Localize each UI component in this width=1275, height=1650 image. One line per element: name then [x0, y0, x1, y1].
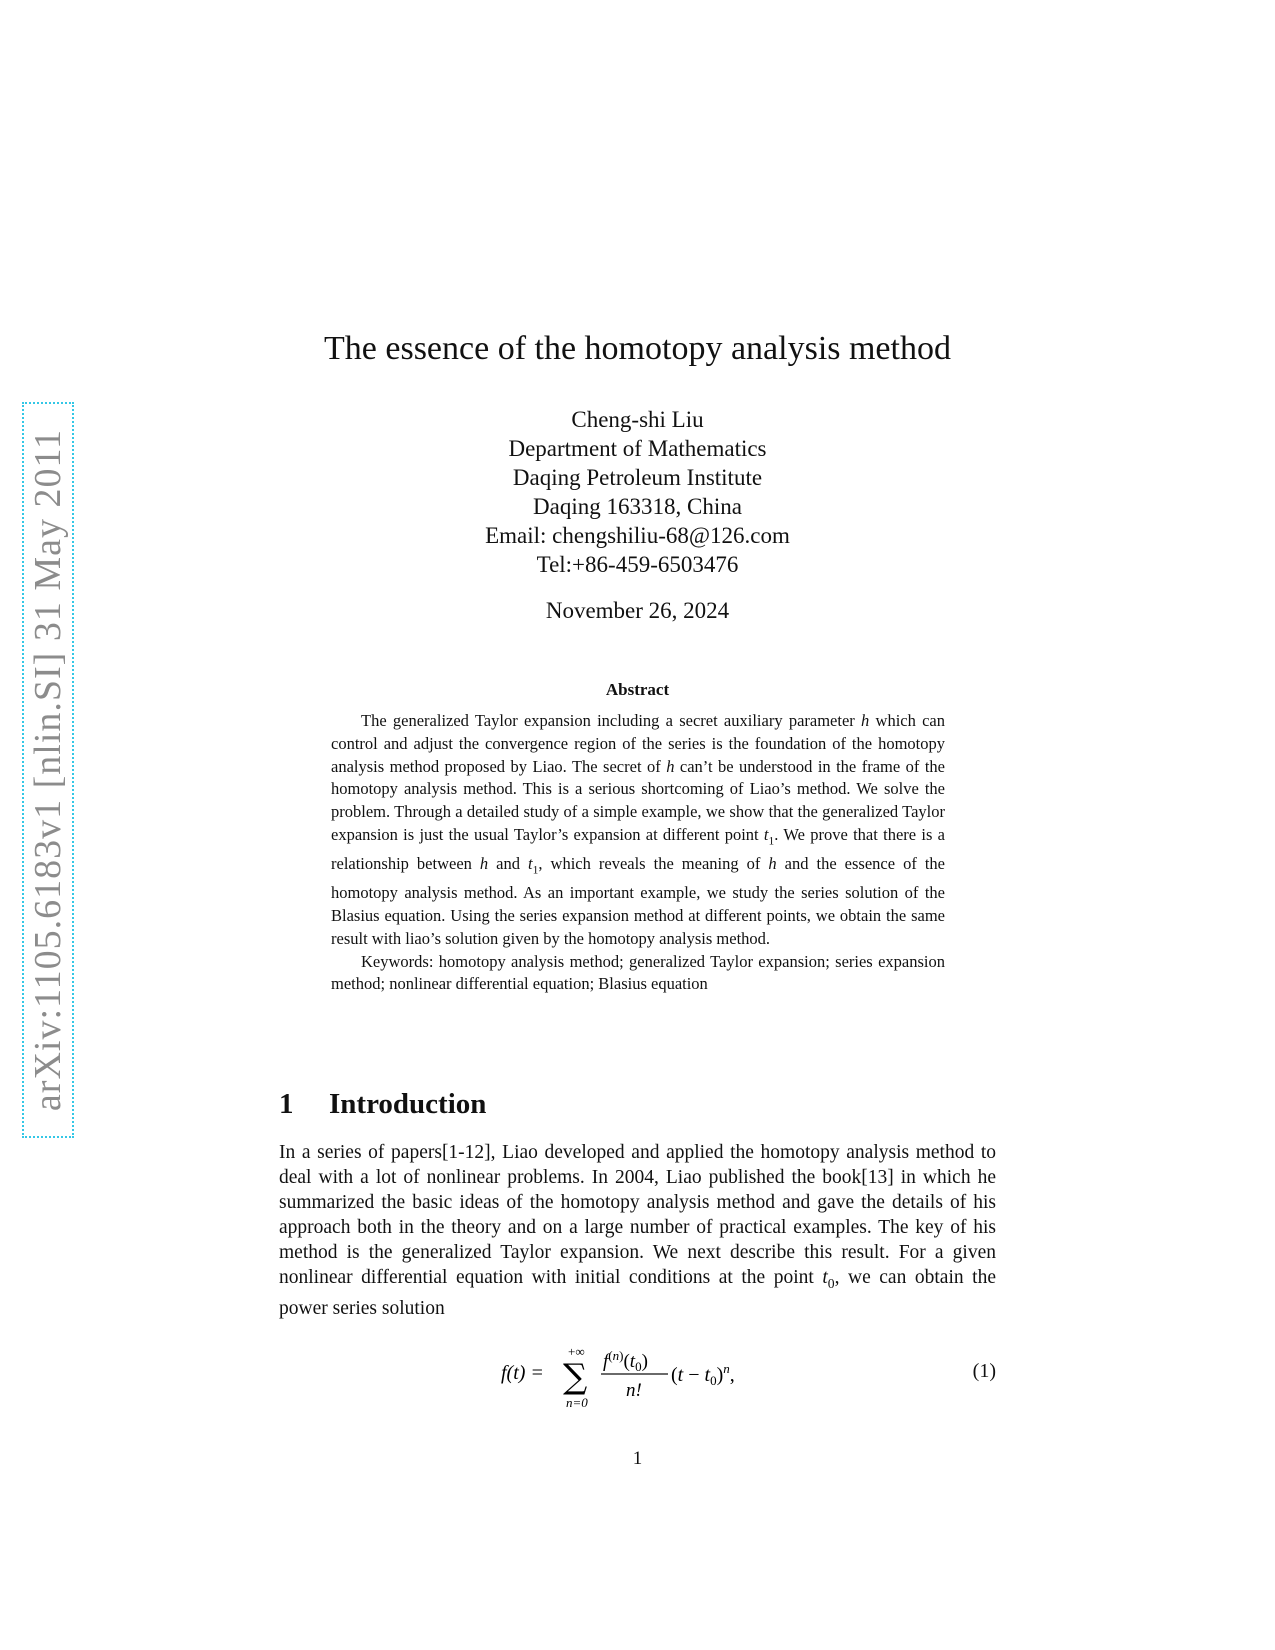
author-block	[0, 405, 1275, 579]
section-number: 1	[279, 1088, 294, 1120]
author-institute: Daqing Petroleum Institute	[512, 465, 763, 490]
page-number: 1	[632, 1448, 643, 1469]
author-name: Cheng-shi Liu	[571, 407, 704, 432]
equation-formula	[501, 1340, 781, 1415]
intro-paragraph: In a series of papers[1-12], Liao developed and applied the homotopy analysis method to deal with a lot of nonlinear problems. In 2004, Liao published the book[13] in which he summarized the basic ideas of the homotopy analysis method and gave the details of his approach both in the theory and on a large number of practical examples. The key of his method is the generalized Taylor expansion. We next describe this result. For a given nonlinear differential equation with initial conditions at the point $t_0$, we can obtain the power series solution	[279, 1142, 996, 1319]
section-heading	[279, 1088, 486, 1121]
equation-denominator: n!	[626, 1380, 642, 1401]
author-department: Department of Mathematics	[508, 436, 767, 461]
equation-sum-lower: n=0	[566, 1395, 588, 1410]
equation-lhs: f(t) =	[501, 1362, 544, 1384]
author-address: Daqing 163318, China	[533, 494, 742, 519]
equation-tail: $(t - t_0)^n$,	[671, 1361, 735, 1388]
arxiv-stamp-text: arXiv:1105.6183v1 [nlin.SI] 31 May 2011	[27, 428, 69, 1112]
equation-sum-upper: +∞	[568, 1344, 585, 1359]
abstract-body	[331, 710, 945, 996]
equation-sum-symbol: ∑	[563, 1357, 588, 1397]
paper-date: November 26, 2024	[545, 598, 730, 623]
author-tel: Tel:+86-459-6503476	[536, 552, 739, 577]
equation-1	[279, 1340, 996, 1410]
abstract-paragraph: The generalized Taylor expansion including a secret auxiliary parameter h which can control and adjust the convergence region of the series is the foundation of the homotopy analysis method proposed by Liao. The secret of h can’t be understood in the frame of the homotopy analysis method. This is a serious shortcoming of Liao’s method. We solve the problem. Through a detailed study of a simple example, we show that the generalized Taylor expansion is just the usual Taylor’s expansion at different point $t_1$. We prove that there is a relationship between h and $t_1$, which reveals the meaning of h and the essence of the homotopy analysis method. As an important example, we study the series solution of the Blasius equation. Using the series expansion method at different points, we obtain the same result with liao’s solution given by the homotopy analysis method.	[331, 711, 945, 948]
abstract-heading: Abstract	[605, 680, 670, 699]
equation-numerator: $f^(n)(t_0)$	[603, 1348, 648, 1374]
paper-title: The essence of the homotopy analysis method	[324, 330, 951, 367]
section-title: Introduction	[329, 1088, 487, 1120]
abstract-keywords: Keywords: homotopy analysis method; generalized Taylor expansion; series expansion method; nonlinear differential equation; Blasius equation	[331, 951, 945, 994]
author-email: Email: chengshiliu-68@126.com	[485, 523, 790, 548]
equation-number: (1)	[972, 1360, 996, 1382]
